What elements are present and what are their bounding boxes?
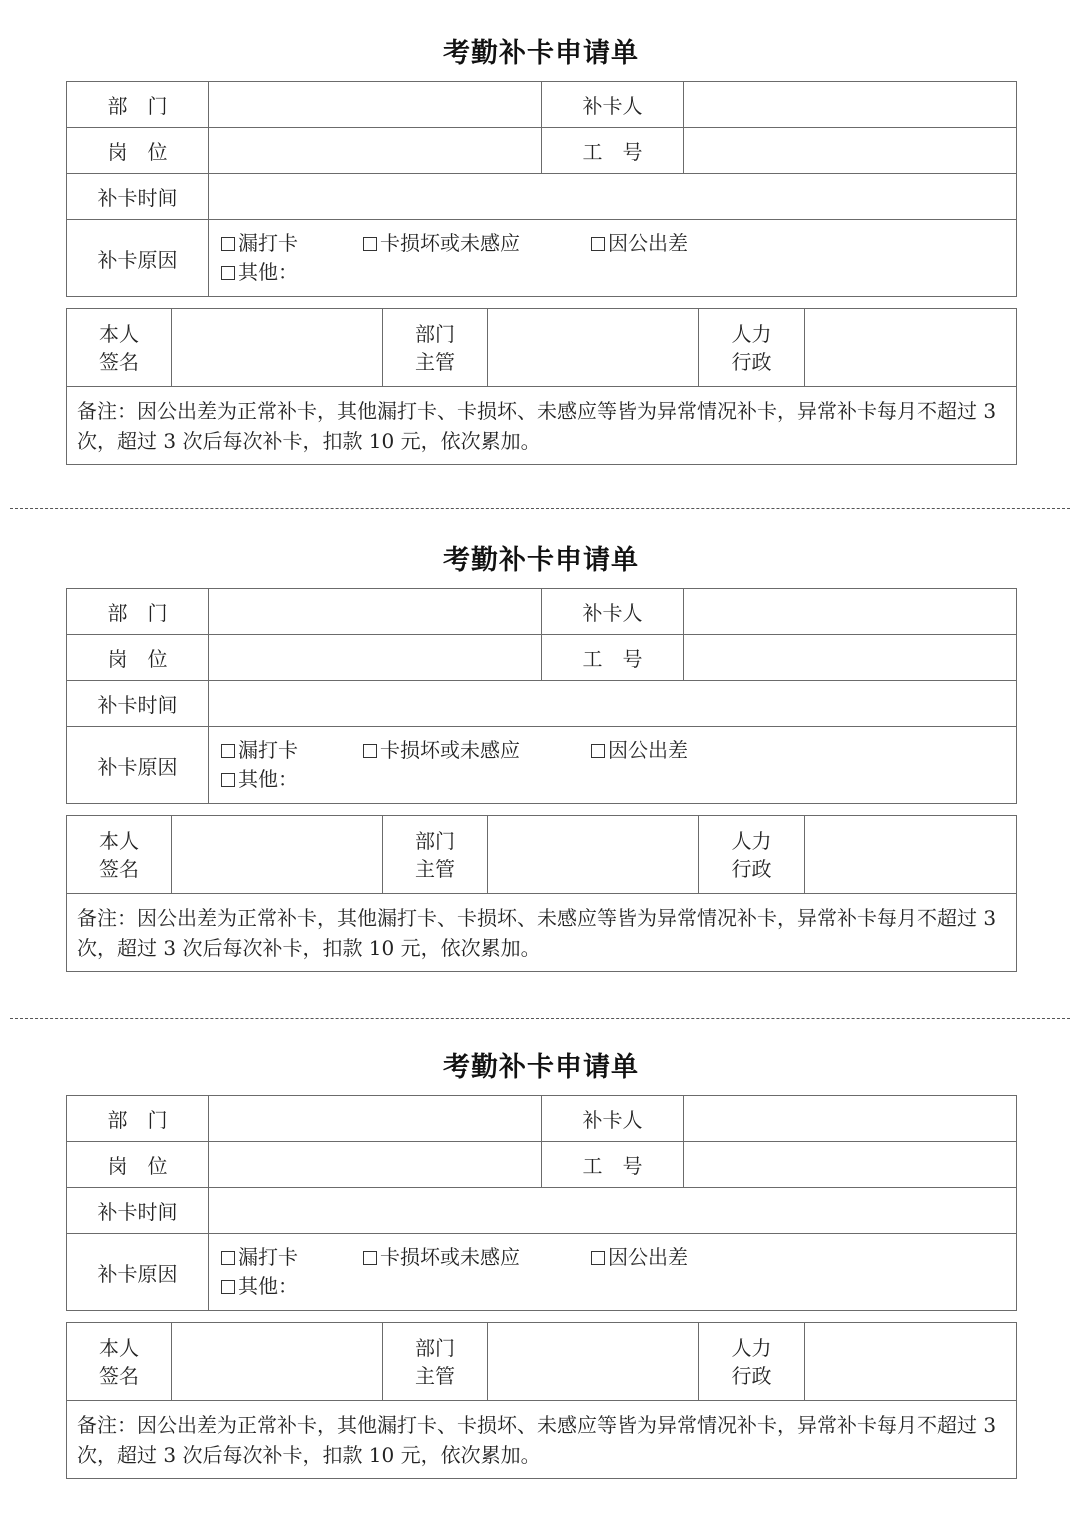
checkbox[interactable]	[363, 744, 377, 758]
time-field[interactable]	[209, 1188, 1017, 1234]
reason-options	[209, 1234, 1017, 1311]
dept-label: 部 门	[67, 82, 209, 128]
dept-field[interactable]	[209, 589, 542, 635]
reason-label-text: 其他：	[238, 1274, 298, 1298]
dept-field[interactable]	[209, 1096, 542, 1142]
checkbox[interactable]	[221, 773, 235, 787]
time-field[interactable]	[209, 174, 1017, 220]
dept-head-sign-field[interactable]	[488, 816, 699, 894]
applicant-field[interactable]	[684, 82, 1017, 128]
reason-label-text: 漏打卡	[238, 231, 298, 255]
staff-no-label: 工 号	[542, 1142, 684, 1188]
cut-line-divider	[10, 1018, 1070, 1019]
info-table	[66, 588, 1017, 804]
reason-other[interactable]	[221, 1272, 298, 1301]
checkbox[interactable]	[363, 237, 377, 251]
form-title: 考勤补卡申请单	[443, 1052, 639, 1083]
staff-no-label: 工 号	[542, 635, 684, 681]
reason-label-text: 卡损坏或未感应	[380, 1245, 520, 1269]
form-title: 考勤补卡申请单	[443, 38, 639, 69]
checkbox[interactable]	[221, 1280, 235, 1294]
applicant-label: 补卡人	[542, 589, 684, 635]
reason-label: 补卡原因	[67, 220, 209, 297]
note-text: 备注：因公出差为正常补卡，其他漏打卡、卡损坏、未感应等皆为异常情况补卡，异常补卡每月不超过 3 次，超过 3 次后每次补卡，扣款 10 元，依次累加。	[67, 387, 1017, 465]
staff-no-field[interactable]	[684, 1142, 1017, 1188]
dept-head-sign-field[interactable]	[488, 1323, 699, 1401]
reason-options	[209, 220, 1017, 297]
self-sign-label: 本人 签名	[67, 1323, 172, 1401]
post-field[interactable]	[209, 128, 542, 174]
reason-label: 补卡原因	[67, 727, 209, 804]
hr-sign-field[interactable]	[805, 1323, 1017, 1401]
reason-missed-punch[interactable]	[221, 1243, 363, 1272]
dept-head-label: 部门 主管	[383, 816, 488, 894]
checkbox[interactable]	[221, 744, 235, 758]
hr-label: 人力 行政	[699, 309, 805, 387]
reason-label-text: 卡损坏或未感应	[380, 738, 520, 762]
dept-head-label: 部门 主管	[383, 1323, 488, 1401]
info-table	[66, 81, 1017, 297]
self-sign-label: 本人 签名	[67, 309, 172, 387]
reason-other[interactable]	[221, 765, 298, 794]
post-field[interactable]	[209, 635, 542, 681]
reason-card-damaged[interactable]	[363, 229, 591, 258]
checkbox[interactable]	[591, 1251, 605, 1265]
self-sign-label: 本人 签名	[67, 816, 172, 894]
checkbox[interactable]	[221, 237, 235, 251]
dept-head-sign-field[interactable]	[488, 309, 699, 387]
reason-options	[209, 727, 1017, 804]
post-label: 岗 位	[67, 1142, 209, 1188]
signature-table	[66, 1322, 1017, 1479]
reason-label-text: 其他：	[238, 767, 298, 791]
note-text: 备注：因公出差为正常补卡，其他漏打卡、卡损坏、未感应等皆为异常情况补卡，异常补卡每月不超过 3 次，超过 3 次后每次补卡，扣款 10 元，依次累加。	[67, 894, 1017, 972]
reason-business-trip[interactable]	[591, 736, 688, 765]
post-field[interactable]	[209, 1142, 542, 1188]
reason-label-text: 其他：	[238, 260, 298, 284]
reason-other[interactable]	[221, 258, 298, 287]
staff-no-field[interactable]	[684, 128, 1017, 174]
reason-label: 补卡原因	[67, 1234, 209, 1311]
hr-sign-field[interactable]	[805, 816, 1017, 894]
self-sign-field[interactable]	[172, 309, 383, 387]
reason-missed-punch[interactable]	[221, 229, 363, 258]
dept-head-label: 部门 主管	[383, 309, 488, 387]
reason-label-text: 因公出差	[608, 1245, 688, 1269]
checkbox[interactable]	[363, 1251, 377, 1265]
time-label: 补卡时间	[67, 681, 209, 727]
reason-label-text: 漏打卡	[238, 1245, 298, 1269]
checkbox[interactable]	[591, 744, 605, 758]
reason-business-trip[interactable]	[591, 229, 688, 258]
checkbox[interactable]	[591, 237, 605, 251]
reason-business-trip[interactable]	[591, 1243, 688, 1272]
dept-label: 部 门	[67, 1096, 209, 1142]
applicant-label: 补卡人	[542, 1096, 684, 1142]
time-label: 补卡时间	[67, 1188, 209, 1234]
checkbox[interactable]	[221, 1251, 235, 1265]
self-sign-field[interactable]	[172, 1323, 383, 1401]
hr-label: 人力 行政	[699, 1323, 805, 1401]
applicant-field[interactable]	[684, 589, 1017, 635]
time-field[interactable]	[209, 681, 1017, 727]
dept-label: 部 门	[67, 589, 209, 635]
time-label: 补卡时间	[67, 174, 209, 220]
info-table	[66, 1095, 1017, 1311]
dept-field[interactable]	[209, 82, 542, 128]
staff-no-label: 工 号	[542, 128, 684, 174]
reason-label-text: 因公出差	[608, 231, 688, 255]
note-text: 备注：因公出差为正常补卡，其他漏打卡、卡损坏、未感应等皆为异常情况补卡，异常补卡每月不超过 3 次，超过 3 次后每次补卡，扣款 10 元，依次累加。	[67, 1401, 1017, 1479]
reason-card-damaged[interactable]	[363, 736, 591, 765]
form-title: 考勤补卡申请单	[443, 545, 639, 576]
reason-label-text: 漏打卡	[238, 738, 298, 762]
reason-label-text: 因公出差	[608, 738, 688, 762]
reason-label-text: 卡损坏或未感应	[380, 231, 520, 255]
checkbox[interactable]	[221, 266, 235, 280]
reason-missed-punch[interactable]	[221, 736, 363, 765]
signature-table	[66, 308, 1017, 465]
post-label: 岗 位	[67, 635, 209, 681]
applicant-label: 补卡人	[542, 82, 684, 128]
self-sign-field[interactable]	[172, 816, 383, 894]
staff-no-field[interactable]	[684, 635, 1017, 681]
hr-label: 人力 行政	[699, 816, 805, 894]
post-label: 岗 位	[67, 128, 209, 174]
reason-card-damaged[interactable]	[363, 1243, 591, 1272]
signature-table	[66, 815, 1017, 972]
cut-line-divider	[10, 508, 1070, 509]
hr-sign-field[interactable]	[805, 309, 1017, 387]
applicant-field[interactable]	[684, 1096, 1017, 1142]
